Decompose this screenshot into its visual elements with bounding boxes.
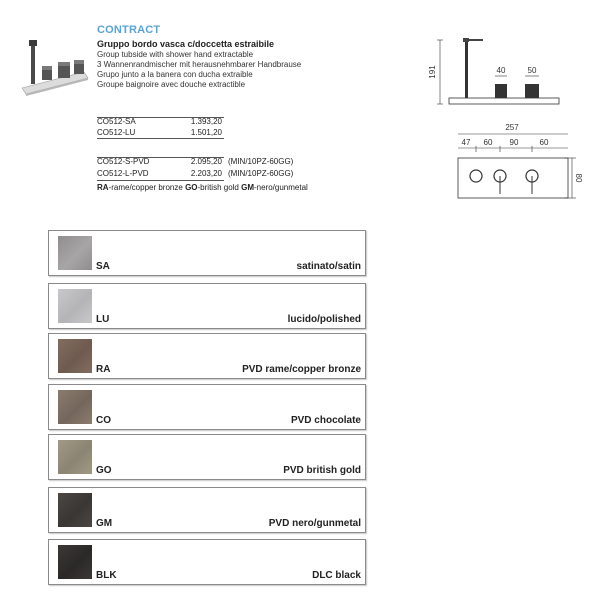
legend-ra-code: RA xyxy=(97,183,109,192)
legend-ra-text: -rame/copper bronze xyxy=(108,183,183,192)
finish-swatch xyxy=(58,339,92,373)
dim-spout-a: 40 xyxy=(496,66,506,75)
price-divider xyxy=(97,180,224,181)
dim-spout-b: 50 xyxy=(527,66,537,75)
finish-name: satinato/satin xyxy=(296,261,361,272)
dim-seg3: 90 xyxy=(509,138,519,147)
finish-swatch xyxy=(58,440,92,474)
legend-go-text: -british gold xyxy=(197,183,239,192)
product-code: CO512-LU xyxy=(97,128,136,137)
price-divider xyxy=(97,138,224,139)
finish-code: GM xyxy=(96,518,113,529)
product-price: 2.095,20 xyxy=(190,157,222,166)
finish-card-lu xyxy=(48,283,366,329)
product-code: CO512-L-PVD xyxy=(97,169,149,178)
finish-code: SA xyxy=(96,261,110,272)
finish-card-go xyxy=(48,434,366,480)
finish-swatch xyxy=(58,493,92,527)
finish-card-blk xyxy=(48,539,366,585)
top-plan-drawing xyxy=(452,122,582,202)
dim-depth: 80 xyxy=(574,173,583,183)
finish-swatch xyxy=(58,236,92,270)
legend-gm-code: GM xyxy=(241,183,254,192)
finish-swatch xyxy=(58,289,92,323)
finish-code: CO xyxy=(96,415,111,426)
finish-name: PVD chocolate xyxy=(290,415,361,426)
finish-code: RA xyxy=(96,364,111,375)
dim-seg4: 60 xyxy=(539,138,549,147)
desc-line-de: 3 Wannenrandmischer mit herausnehmbarer Handbrause xyxy=(97,60,302,69)
finish-code: BLK xyxy=(96,570,117,581)
legend-gm-text: -nero/gunmetal xyxy=(254,183,308,192)
desc-line-es: Grupo junto a la banera con ducha extraible xyxy=(97,70,253,79)
finish-name: DLC black xyxy=(312,570,361,581)
product-price: 1.501,20 xyxy=(190,128,222,137)
finish-name: PVD rame/copper bronze xyxy=(242,364,361,375)
product-price: 1.393,20 xyxy=(190,117,222,126)
order-note: (MIN/10PZ-60GG) xyxy=(228,157,294,166)
finish-card-gm xyxy=(48,487,366,533)
finish-name: PVD british gold xyxy=(283,465,361,476)
finish-code: LU xyxy=(96,314,110,325)
finish-swatch xyxy=(58,545,92,579)
order-note: (MIN/10PZ-60GG) xyxy=(228,169,294,178)
finish-card-ra xyxy=(48,333,366,379)
product-thumbnail xyxy=(18,38,90,98)
finish-card-co xyxy=(48,384,366,430)
side-elevation-drawing xyxy=(425,28,565,110)
finish-code: GO xyxy=(96,465,112,476)
product-code: CO512-SA xyxy=(97,117,136,126)
brand-title: CONTRACT xyxy=(97,24,161,36)
finish-name: PVD nero/gunmetal xyxy=(268,518,361,529)
dim-seg1: 47 xyxy=(461,138,471,147)
desc-line-en: Group tubside with shower hand extractable xyxy=(97,50,254,59)
dim-height: 191 xyxy=(428,65,437,79)
legend-go-code: GO xyxy=(185,183,198,192)
product-price: 2.203,20 xyxy=(190,169,222,178)
dim-total-width: 257 xyxy=(505,123,519,132)
dim-seg2: 60 xyxy=(483,138,493,147)
product-code: CO512-S-PVD xyxy=(97,157,150,166)
finish-name: lucido/polished xyxy=(287,314,361,325)
finish-swatch xyxy=(58,390,92,424)
desc-line-fr: Groupe baignoire avec douche extractible xyxy=(97,80,246,89)
finish-legend xyxy=(97,183,308,192)
finish-card-sa xyxy=(48,230,366,276)
product-title: Gruppo bordo vasca c/doccetta estraibile xyxy=(97,39,275,49)
